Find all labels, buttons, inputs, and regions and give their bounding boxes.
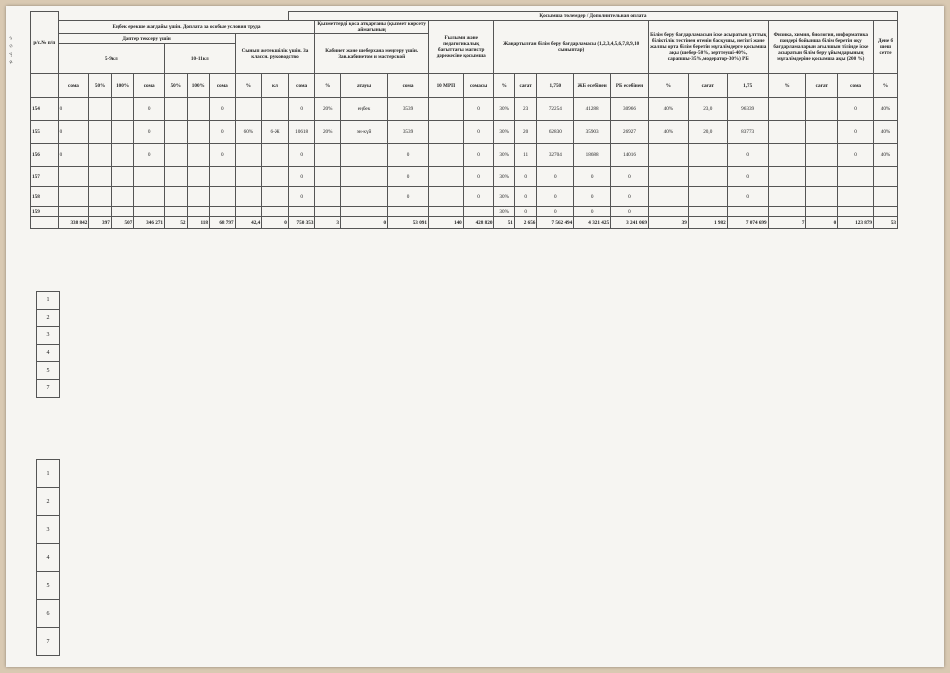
row-number: 156 — [31, 144, 59, 167]
list-item: 4 — [37, 344, 60, 362]
list-item: 3 — [37, 327, 60, 345]
list-item: 6 — [37, 600, 60, 628]
table-row: 156 0 0 0 0 0 0 30% 11 32704 18688 14016 0 0 40% — [31, 144, 898, 167]
list-item: 1 — [37, 460, 60, 488]
cabinet-header: Кабинет және шеберхана меңгеру үшін. Зав.кабинетом и мастерской — [315, 34, 429, 74]
row-number: 155 — [31, 121, 59, 144]
table-row: 159 30% 0 0 0 0 — [31, 207, 898, 217]
list-item: 5 — [37, 572, 60, 600]
list-item: 1 — [37, 292, 60, 310]
extra-service-header: Қызметтерді қоса атқарғаны (қызмет көрсету аймағының — [315, 21, 429, 34]
table-row: 158 0 0 0 30% 0 0 0 0 0 — [31, 187, 898, 207]
list-item: 2 — [37, 309, 60, 327]
row-number: 159 — [31, 207, 59, 217]
list-item: 3 — [37, 516, 60, 544]
table-row: 157 0 0 0 30% 0 0 0 0 0 — [31, 167, 898, 187]
special-conditions-header: Еңбек ерекше жағдайы үшін. Доплата за особые условия труда — [58, 21, 315, 34]
extra-pay-header: Қосымша төлемдер / Дополнительная оплата — [288, 12, 897, 21]
sub-sum: сома — [58, 74, 89, 98]
physics-bonus-header: Физика, химия, биология, информатика пәндері бойынша білім беретін оқу бағдарламаларын ағылшын тілінде іске асыратын білім беру ұйымдарының мұғалімдеріне қосымша ақы (200 %) — [768, 21, 873, 74]
row-number: 157 — [31, 167, 59, 187]
list-item: 4 — [37, 544, 60, 572]
updated-program-header: Жаңартылған білім беру бағдарламасы (1,2,3,4,5,6,7,8,9,10 сыныптар) — [494, 21, 648, 74]
list-item: 7 — [37, 628, 60, 656]
row-number: 154 — [31, 98, 59, 121]
english-bonus-header: Білім беру бағдарламасын іске асыратын ұлттық біліктілік тестінен өтеиін басқушы, негізгі және жалпы орта білім беретін мұғалімдерге қосымша ақы (шебер-50%, зерттеуші-40%, сарапшы-35%,модератор-30%) РБ — [648, 21, 768, 74]
notebooks-header: Дәптер тексеру үшін — [58, 34, 235, 44]
totals-row: 338 842 397 507 346 271 52 118 68 797 42,4 0 750 353 3 0 53 091 140 428 820 51 2 656 7 562 494 4 321 425 3 241 069 39 1 982 7 074 699 7 0 123 879 53 — [31, 217, 898, 229]
margin-marks: з о у я — [8, 35, 14, 66]
grades-10-11-header: 10-11кл — [165, 44, 236, 74]
salary-table: р/с.№ п/п Қосымша төлемдер / Дополнительная оплата Еңбек ерекше жағдайы үшін. Доплата за особые условия труда Қызметтерді қоса атқарғаны (қызмет көрсету аймағының Ғылыми және педагогикалық бағыттағы магистр дәрежесіне қосымша Жаңартылған білім беру бағдарламасы (1,2,3,4,5,6,7,8,9,10 сыныптар) Білім беру бағдарламасын іске асыратын ұлттық біліктілік тестінен өтеиін басқушы, негізгі және жалпы орта білім беретін мұғалімдерге қосымша ақы (шебер-50%, зерттеуші-40%, сарапшы-35%,модератор-30%) РБ Физика, химия, биология, информатика пәндері бойынша білім беретін оқу бағдарламаларын ағылшын тілінде іске асыратын білім беру ұйымдарының мұғалімдеріне қосымша ақы (200 %) Дене б шеш сетте Дәптер тексеру үшін Сынып жетекшілік үшін. За классн. руководство Кабинет және шеберхана меңгеру үшін. Зав.кабинетом и мастерской 5-9кл 10-11кл сома 50% 100% сома 50% 100% сома % кл сома % атауы сома 10 МРП сомасы % сағат 1,750 ЖБ есебінен РБ есебінен % сағат 1,75 % сағат сома % 154 0 0 0 0 20% еңбек 3539 0 30% 23 72254 41288 30966 40% 23,0 96339 0 40% 155 0 0 0 60% 6-Ж 10618 20% эн-күй 3539 0 30% 20 62830 35903 26927 40% 20,0 83773 0 40% 156 0 0 0 0 0 0 30% 11 32704 18688 14016 0 0 40% 157 0 0 0 30% 0 0 0 0 0 158 0 0 0 30% 0 0 0 0 0 159 30% 0 0 0 0 338 842 397 507 346 271 52 118 68 797 42,4 0 750 353 3 0 53 091 140 428 820 51 2 656 7 562 494 4 321 425 3 241 069 39 1 982 7 074 699 7 0 123 879 53 — [30, 11, 898, 229]
table-row: 155 0 0 0 60% 6-Ж 10618 20% эн-күй 3539 0 30% 20 62830 35903 26927 40% 20,0 83773 0 40% — [31, 121, 898, 144]
rownum-header: р/с.№ п/п — [31, 12, 59, 74]
master-degree-header: Ғылыми және педагогикалық бағыттағы магистр дәрежесіне қосымша — [428, 21, 493, 74]
list-item: 7 — [37, 379, 60, 397]
grades-5-9-header: 5-9кл — [58, 44, 164, 74]
classroom-header: Сынып жетекшілік үшін. За классн. руководство — [235, 34, 315, 74]
row-number: 158 — [31, 187, 59, 207]
list-item: 5 — [37, 362, 60, 380]
number-list-2 — [36, 459, 60, 656]
table-row: 154 0 0 0 0 20% еңбек 3539 0 30% 23 72254 41288 30966 40% 23,0 96339 0 40% — [31, 98, 898, 121]
number-list-1 — [36, 291, 60, 398]
list-item: 2 — [37, 488, 60, 516]
sport-header: Дене б шеш сетте — [874, 21, 898, 74]
